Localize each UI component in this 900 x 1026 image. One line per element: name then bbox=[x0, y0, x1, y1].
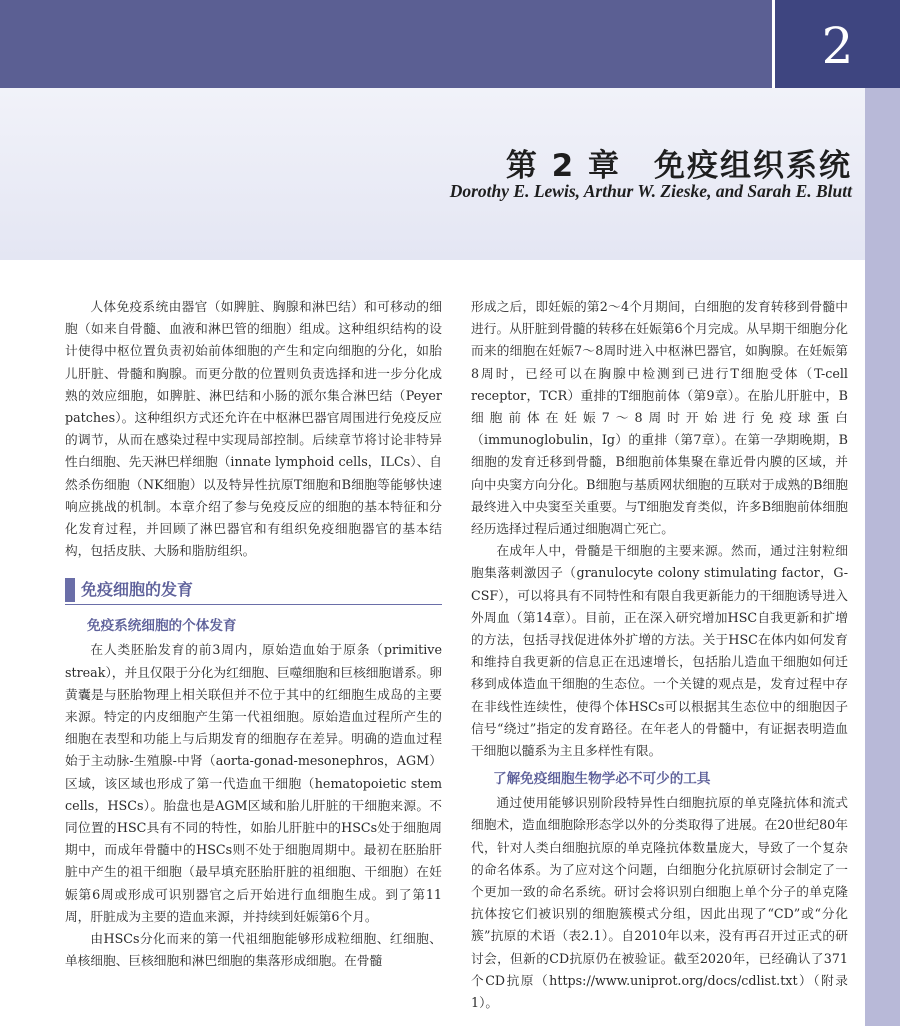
subsection-heading: 了解免疫细胞生物学必不可少的工具 bbox=[493, 771, 711, 788]
subsection-heading: 免疫系统细胞的个体发育 bbox=[87, 618, 237, 635]
section-heading-text: 免疫细胞的发育 bbox=[81, 580, 194, 600]
section-heading-bar bbox=[65, 578, 75, 602]
chapter-authors: Dorothy E. Lewis, Arthur W. Zieske, and Sarah E. Blutt bbox=[449, 181, 852, 201]
body-paragraph: 在人类胚胎发育的前3周内，原始造血始于原条（primitive streak），并且仅限于分化为红细胞、巨噬细胞和巨核细胞谱系。卵黄囊是与胚胎物理上相关联但并不位于其中的红细胞生成岛的主要来源。特定的内皮细胞产生第一代祖细胞。原始造血过程所产生的细胞在表型和功能上与后期发育的细胞存在差异。明确的造血过程始于主动脉-生殖腺-中肾（aorta-gonad-mesonephros，AGM）区域，该区域也形成了第一代造血干细胞（hematopoietic stem cells，HSCs）。胎盘也是AGM区域和胎儿肝脏的干细胞来源。不同位置的HSC具有不同的特性，如胎儿肝脏中的HSCs处于细胞周期中，而成年骨髓中的HSCs则不处于细胞周期中。最初在胚胎肝脏中产生的祖干细胞（最早填充胚胎肝脏的祖细胞、干细胞）在妊娠第6周或形成可识别器官之后开始进行血细胞生成。到了第11周，肝脏成为主要的造血来源，并持续到妊娠第6个月。 bbox=[65, 642, 442, 924]
right-column bbox=[471, 296, 848, 1014]
intro-paragraph: 人体免疫系统由器官（如脾脏、胸腺和淋巴结）和可移动的细胞（如来自骨髓、血液和淋巴管的细胞）组成。这种组织结构的设计使得中枢位置负责初始前体细胞的产生和定向细胞的分化，如胎儿肝脏、骨髓和胸腺。而更分散的位置则负责选择和进一步分化成熟的效应细胞，如脾脏、淋巴结和小肠的派尔集合淋巴结（Peyer patches）。这种组织方式还允许在中枢淋巴器官周围进行免疫反应的调节，从而在感染过程中实现局部控制。后续章节将讨论非特异性白细胞、先天淋巴样细胞（innate lymphoid cells，ILCs）、自然杀伤细胞（NK细胞）以及特异性抗原T细胞和B细胞等能够快速响应挑战的机制。本章介绍了参与免疫反应的细胞的基本特征和分化发育过程，并回顾了淋巴器官和有组织免疫细胞器官的基本结构，包括皮肤、大肠和脂肪组织。 bbox=[65, 299, 442, 559]
body-paragraph: 形成之后，即妊娠的第2～4个月期间，白细胞的发育转移到骨髓中进行。从肝脏到骨髓的转移在妊娠第6个月完成。从早期干细胞分化而来的细胞在妊娠7～8周时进入中枢淋巴器官，如胸腺。在妊娠第8周时，已经可以在胸腺中检测到已进行T细胞受体（T-cell receptor，TCR）重排的T细胞前体（第9章）。在胎儿肝脏中，B细胞前体在妊娠7～8周时开始进行免疫球蛋白（immunoglobulin，Ig）的重排（第7章）。在第一孕期晚期，B细胞的发育迁移到骨髓，B细胞前体集聚在靠近骨内膜的区域，并向中央窦方向分化。B细胞与基质网状细胞的互联对于成熟的B细胞最终进入中央窦至关重要。与T细胞发育类似，许多B细胞前体细胞经历选择过程后通过细胞凋亡死亡。 bbox=[471, 299, 848, 537]
body-paragraph: 在成年人中，骨髓是干细胞的主要来源。然而，通过注射粒细胞集落刺激因子（granulocyte colony stimulating factor，G-CSF），可以将具有不同特性和有限自我更新能力的干细胞诱导进入外周血（第14章）。目前，正在深入研究增加HSC自我更新和扩增的方法，包括寻找促进体外扩增的方法。关于HSC在体内如何发育和维持自我更新的信息正在迅速增长，包括胎儿造血干细胞如何迁移到成体造血干细胞的生态位。一个关键的观点是，发育过程中存在非线性连续性，使得个体HSCs可以根据其生态位中的细胞因子信号“绕过”指定的发育路径。在年老人的骨髓中，有证据表明造血干细胞以髓系为主且多样性有限。 bbox=[471, 543, 848, 759]
body-paragraph: 由HSCs分化而来的第一代祖细胞能够形成粒细胞、红细胞、单核细胞、巨核细胞和淋巴细胞的集落形成细胞。在骨髓 bbox=[65, 931, 442, 969]
header-band bbox=[0, 0, 772, 88]
body-paragraph: 通过使用能够识别阶段特异性白细胞抗原的单克隆抗体和流式细胞术，造血细胞除形态学以外的分类取得了进展。在20世纪80年代，针对人类白细胞抗原的单克隆抗体数量庞大，导致了一个复杂的命名体系。为了应对这个问题，白细胞分化抗原研讨会制定了一个更加一致的命名系统。研讨会将识别白细胞上单个分子的单克隆抗体按它们被识别的细胞簇模式分组，因此出现了“CD”或“分化簇”抗原的术语（表2.1）。自2010年以来，没有再召开过正式的研讨会，但新的CD抗原仍在被验证。截至2020年，已经确认了371个CD抗原（https://www.uniprot.org/docs/cdlist.txt）（附录1）。 bbox=[471, 795, 848, 1011]
chapter-title: 第 2 章 免疫组织系统 bbox=[505, 148, 852, 184]
section-heading bbox=[65, 576, 442, 605]
chapter-tab bbox=[772, 0, 900, 88]
page-edge-stripe bbox=[865, 88, 900, 1026]
chapter-number: 2 bbox=[821, 17, 854, 75]
left-column bbox=[65, 296, 442, 972]
